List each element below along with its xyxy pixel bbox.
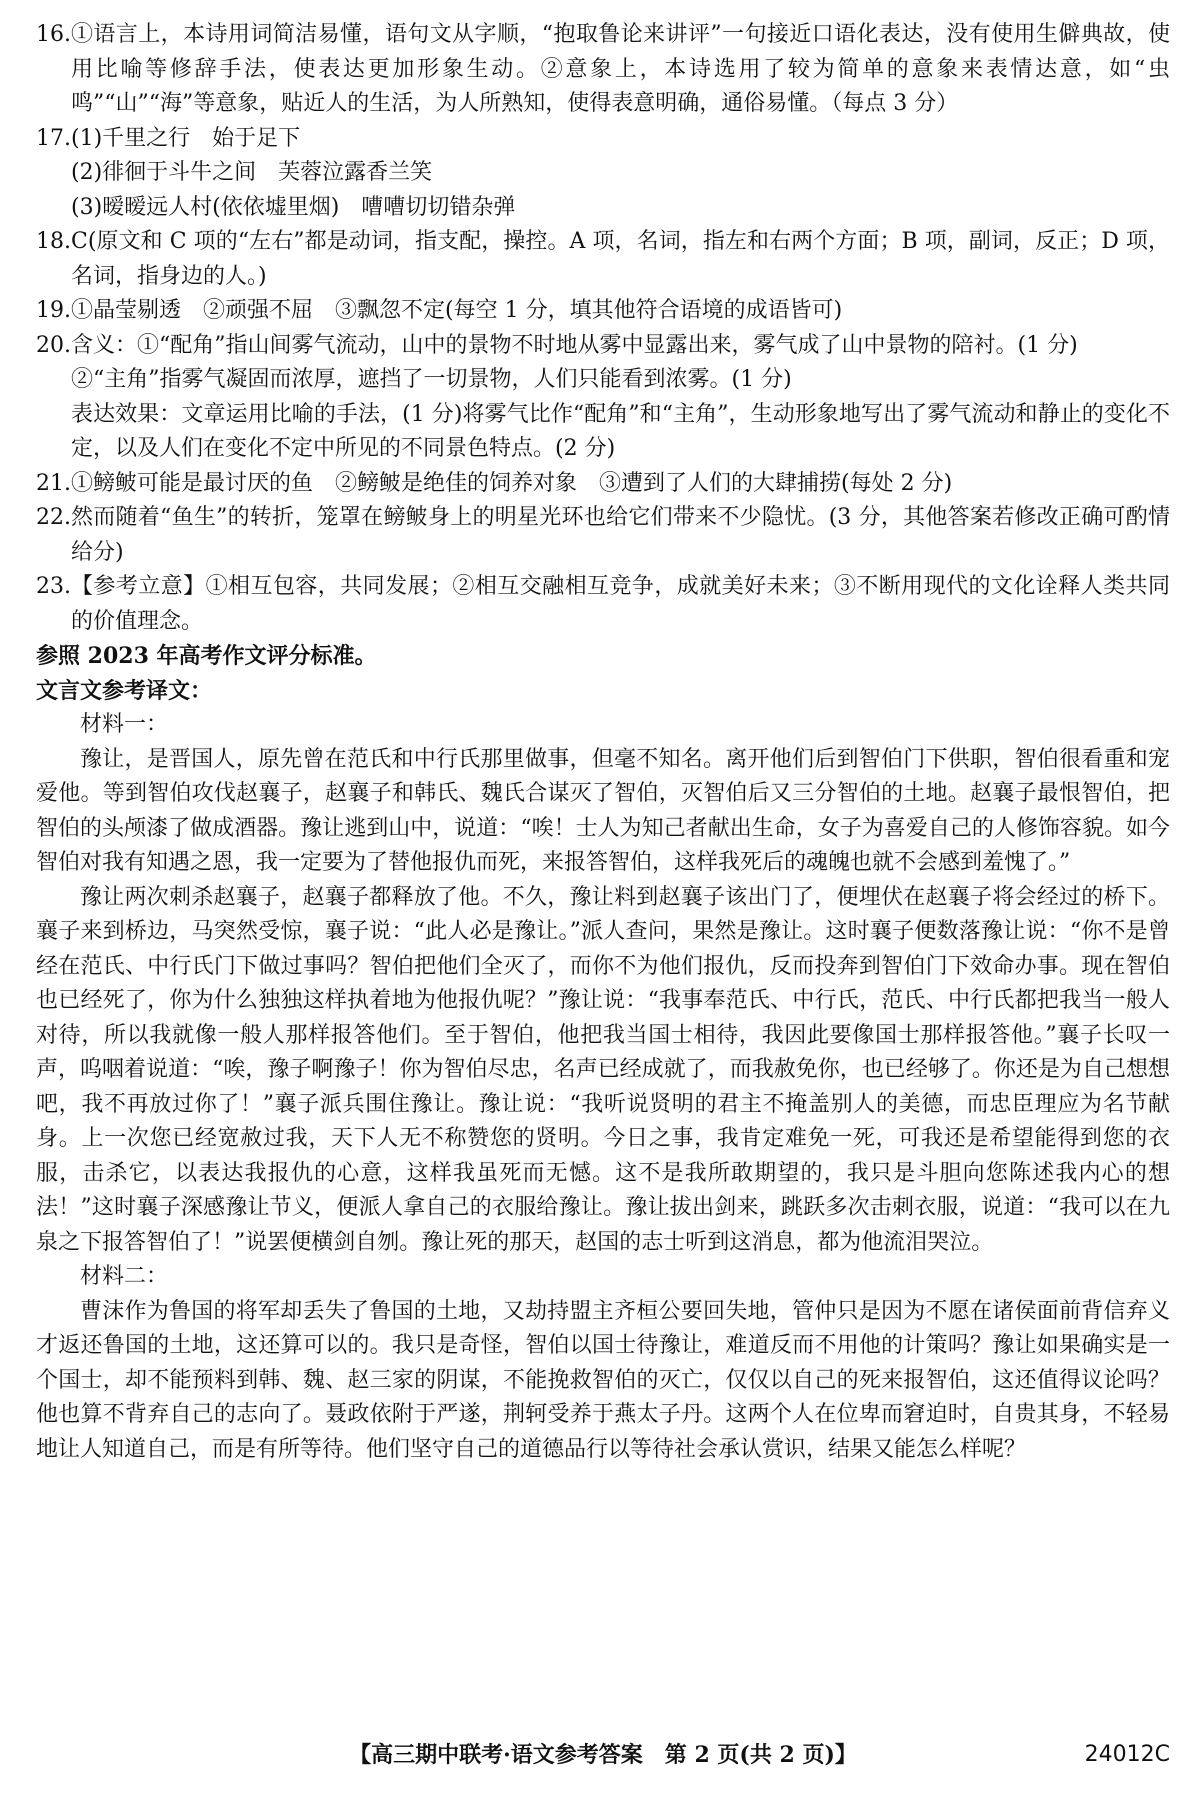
answer-line-2: (2)徘徊于斗牛之间 芙蓉泣露香兰笑 <box>71 160 433 185</box>
material-1-paragraph-2: 豫让两次刺杀赵襄子，赵襄子都释放了他。不久，豫让料到赵襄子该出门了，便埋伏在赵襄子将会经过的桥下。襄子来到桥边，马突然受惊，襄子说：“此人必是豫让。”派人查问，果然是豫让。这时襄子便数落豫让说：“你不是曾经在范氏、中行氏门下做过事吗？智伯把他们全灭了，而你不为他们报仇，反而投奔到智伯门下效命办事。现在智伯也已经死了，你为什么独独这样执着地为他报仇呢？”豫让说：“我事奉范氏、中行氏，范氏、中行氏都把我当一般人对待，所以我就像一般人那样报答他们。至于智伯，他把我当国士相待，我因此要像国士那样报答他。”襄子长叹一声，呜咽着说道：“唉，豫子啊豫子！你为智伯尽忠，名声已经成就了，而我赦免你，也已经够了。你还是为自己想想吧，我不再放过你了！”襄子派兵围住豫让。豫让说：“我听说贤明的君主不掩盖别人的美德，而忠臣理应为名节献身。上一次您已经宽赦过我，天下人无不称赞您的贤明。今日之事，我肯定难免一死，可我还是希望能得到您的衣服，击杀它，以表达我报仇的心意，这样我虽死而无憾。这不是我所敢期望的，我只是斗胆向您陈述我内心的想法！”这时襄子深感豫让节义，便派人拿自己的衣服给豫让。豫让拔出剑来，跳跃多次击刺衣服，说道：“我可以在九泉之下报答智伯了！”说罢便横剑自刎。豫让死的那天，赵国的志士听到这消息，都为他流泪哭泣。 <box>36 884 1170 1255</box>
answer-line-3: (3)暧暧远人村(依依墟里烟) 嘈嘈切切错杂弹 <box>71 194 516 220</box>
answer-line-1: (1)千里之行 始于足下 <box>71 125 301 151</box>
answer-19 <box>36 294 1170 329</box>
question-number: 22. <box>36 505 71 530</box>
question-number: 18. <box>36 229 71 254</box>
answer-17 <box>36 122 1170 226</box>
answer-21 <box>36 467 1170 502</box>
answer-text: C(原文和 C 项的“左右”都是动词，指支配，操控。A 项，名词，指左和右两个方面；B 项，副词，反正；D 项，名词，指身边的人。) <box>71 229 1170 289</box>
answer-text: ①晶莹剔透 ②顽强不屈 ③飘忽不定(每空 1 分，填其他符合语境的成语皆可) <box>71 298 843 323</box>
answer-effect: 表达效果：文章运用比喻的手法，(1 分)将雾气比作“配角”和“主角”，生动形象地写出了雾气流动和静止的变化不定，以及人们在变化不定中所见的不同景色特点。(2 分) <box>71 401 1170 461</box>
question-number: 21. <box>36 470 71 496</box>
material-2-paragraph-1: 曹沫作为鲁国的将军却丢失了鲁国的土地，又劫持盟主齐桓公要回失地，管仲只是因为不愿在诸侯面前背信弃义才返还鲁国的土地，这还算可以的。我只是奇怪，智伯以国士待豫让，难道反而不用他的计策吗？豫让如果确实是一个国士，却不能预料到韩、魏、赵三家的阴谋，不能挽救智伯的灭亡，仅仅以自己的死来报智伯，这还值得议论吗？他也算不背弃自己的志向了。聂政依附于严遂，荆轲受养于燕太子丹。这两个人在位卑而窘迫时，自贵其身，不轻易地让人知道自己，而是有所等待。他们坚守自己的道德品行以等待社会承认赏识，结果又能怎么样呢？ <box>36 1298 1170 1462</box>
reference-idea-text: ①相互包容，共同发展；②相互交融相互竞争，成就美好未来；③不断用现代的文化诠释人类共同的价值理念。 <box>71 574 1170 634</box>
reference-idea-label: 【参考立意】 <box>71 574 206 599</box>
material-2-label: 材料二： <box>80 1264 169 1289</box>
answer-20 <box>36 329 1170 467</box>
footer-code: 24012C <box>1084 1742 1170 1767</box>
question-number: 23. <box>36 574 71 599</box>
answer-18 <box>36 225 1170 294</box>
answer-text <box>71 122 1170 226</box>
answer-text: ①语言上，本诗用词简洁易懂，语句文从字顺，“抱取鲁论来讲评”一句接近口语化表达，没有使用生僻典故，使用比喻等修辞手法，使表达更加形象生动。②意象上，本诗选用了较为简单的意象来表情达意，如“虫鸣”“山”“海”等意象，贴近人的生活，为人所熟知，使得表意明确，通俗易懂。（每点 3 分） <box>71 22 1170 116</box>
question-number: 17. <box>36 125 71 151</box>
answer-meaning-1: 含义：①“配角”指山间雾气流动，山中的景物不时地从雾中显露出来，雾气成了山中景物的陪衬。(1 分) <box>71 332 1078 358</box>
answer-16 <box>36 18 1170 122</box>
answer-23 <box>36 570 1170 639</box>
footer-title: 【高三期中联考·语文参考答案 第 2 页(共 2 页)】 <box>349 1742 857 1768</box>
answer-page <box>36 18 1170 1467</box>
translation-heading: 文言文参考译文： <box>36 677 213 704</box>
answer-text <box>71 329 1170 467</box>
material-1-label: 材料一： <box>80 712 169 737</box>
question-number: 19. <box>36 298 71 323</box>
question-number: 16. <box>36 22 71 47</box>
answer-text: 然而随着“鱼生”的转折，笼罩在鳑鲏身上的明星光环也给它们带来不少隐忧。(3 分，其他答案若修改正确可酌情给分) <box>71 505 1170 565</box>
answer-text <box>71 570 1170 639</box>
essay-standard: 参照 2023 年高考作文评分标准。 <box>36 643 377 669</box>
question-number: 20. <box>36 332 71 358</box>
answer-text: ①鳑鲏可能是最讨厌的鱼 ②鳑鲏是绝佳的饲养对象 ③遭到了人们的大肆捕捞(每处 2 分) <box>71 470 953 496</box>
answer-22 <box>36 501 1170 570</box>
answer-meaning-2: ②“主角”指雾气凝固而浓厚，遮挡了一切景物，人们只能看到浓雾。(1 分) <box>71 367 792 392</box>
material-1-paragraph-1: 豫让，是晋国人，原先曾在范氏和中行氏那里做事，但毫不知名。离开他们后到智伯门下供职，智伯很看重和宠爱他。等到智伯攻伐赵襄子，赵襄子和韩氏、魏氏合谋灭了智伯，灭智伯后又三分智伯的土地。赵襄子最恨智伯，把智伯的头颅漆了做成酒器。豫让逃到山中，说道：“唉！士人为知己者献出生命，女子为喜爱自己的人修饰容貌。如今智伯对我有知遇之恩，我一定要为了替他报仇而死，来报答智伯，这样我死后的魂魄也就不会感到羞愧了。” <box>36 746 1170 875</box>
